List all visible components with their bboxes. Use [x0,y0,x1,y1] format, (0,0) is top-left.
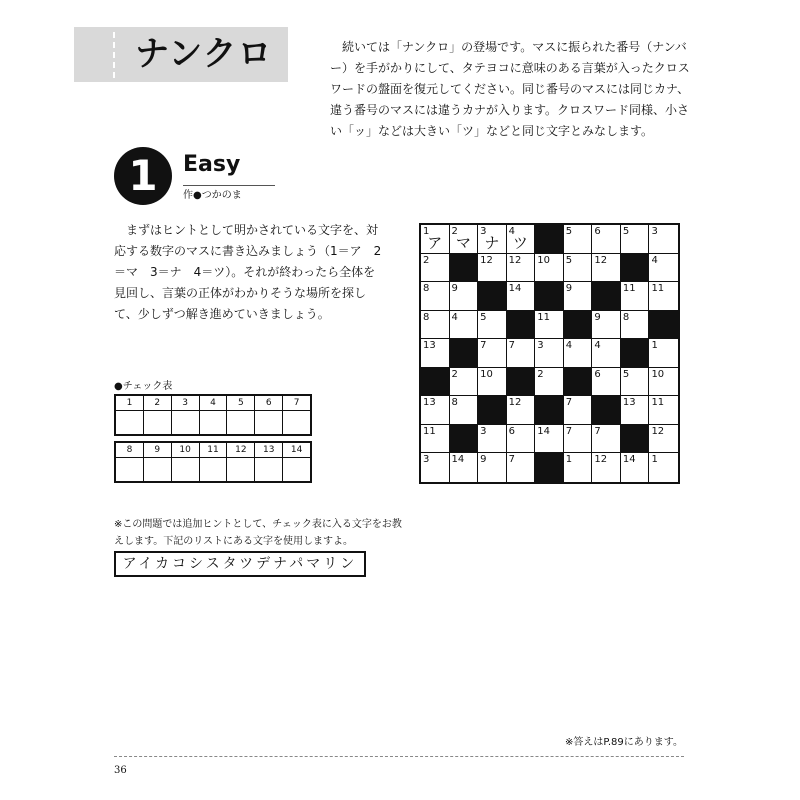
grid-cell[interactable] [592,225,621,254]
grid-cell[interactable] [507,339,536,368]
check-cell[interactable] [200,396,228,434]
cell-number: 5 [565,254,573,266]
cell-number: 7 [565,397,573,409]
cell-kana: ナ [484,233,500,252]
grid-cell[interactable] [535,311,564,340]
cell-number: 7 [480,340,487,352]
cell-number: 3 [480,226,487,237]
grid-cell[interactable] [564,453,593,482]
check-cell[interactable] [172,396,200,434]
grid-cell[interactable] [592,254,621,283]
grid-cell-black [649,311,678,340]
cell-number: 11 [651,283,665,295]
cell-number: 14 [622,454,636,466]
grid-cell[interactable] [649,425,678,454]
cell-number: 4 [565,340,573,352]
check-cell[interactable] [255,443,283,481]
check-cell-number: 2 [144,396,171,411]
cell-number: 9 [480,454,487,466]
cell-number: 14 [451,454,465,466]
cell-number: 7 [565,425,573,437]
grid-cell-black [621,339,650,368]
grid-cell[interactable] [592,368,621,397]
grid-cell[interactable] [421,311,450,340]
check-cell[interactable] [227,443,255,481]
cell-number: 4 [594,340,601,352]
author-credit: 作●つかのま [183,190,242,201]
grid-cell[interactable] [564,339,593,368]
cell-number: 12 [508,397,522,409]
cell-number: 4 [651,254,658,266]
cell-number: 11 [423,425,436,437]
grid-cell[interactable] [621,396,650,425]
grid-cell-black [507,368,536,397]
grid-cell[interactable] [564,396,593,425]
check-cell[interactable] [283,396,310,434]
cell-number: 2 [451,368,458,380]
check-cell[interactable] [172,443,200,481]
cell-number: 10 [537,254,550,266]
cell-number: 6 [594,368,601,380]
check-cell-number: 10 [172,443,199,458]
crossword-grid [419,223,680,484]
intro-text: 続いては「ナンクロ」の登場です。マスに振られた番号（ナンバー）を手がかりにして、タテヨコに意味のある言葉が入ったクロスワードの盤面を復元してください。同じ番号のマスには同じカナ、違う番号のマスには違うカナが入ります。クロスワード同様、小さい「ッ」などは大きい「ツ」などと同じ文字とみなします。 [330,40,690,138]
grid-cell[interactable] [649,453,678,482]
answer-note: ※答えはP.89にあります。 [565,737,683,748]
cell-number: 7 [508,340,516,352]
grid-cell[interactable] [649,396,678,425]
grid-cell[interactable] [421,339,450,368]
check-table-row-1 [114,394,312,436]
grid-cell[interactable] [649,282,678,311]
cell-number: 8 [423,311,430,323]
cell-number: 5 [622,226,630,237]
grid-cell[interactable] [421,453,450,482]
cell-number: 1 [651,454,658,466]
grid-cell[interactable] [478,254,507,283]
grid-cell[interactable] [649,254,678,283]
cell-number: 1 [423,226,430,237]
cell-number: 10 [480,368,493,380]
grid-cell[interactable] [621,311,650,340]
check-cell[interactable] [283,443,310,481]
check-cell[interactable] [116,443,144,481]
check-cell-number: 5 [227,396,254,411]
grid-cell[interactable] [592,425,621,454]
cell-number: 2 [537,368,544,380]
cell-number: 10 [651,368,665,380]
check-cell-number: 4 [200,396,227,411]
grid-cell-black [621,254,650,283]
check-cell[interactable] [227,396,255,434]
grid-cell[interactable] [478,425,507,454]
grid-cell[interactable] [535,339,564,368]
cell-number: 14 [537,425,550,437]
grid-cell[interactable] [478,339,507,368]
cell-number: 12 [480,254,493,266]
cell-number: 5 [565,226,573,237]
grid-cell[interactable] [649,339,678,368]
grid-cell-black [535,453,564,482]
check-cell-number: 1 [116,396,143,411]
check-cell-number: 12 [227,443,254,458]
grid-cell[interactable] [507,396,536,425]
cell-number: 2 [423,254,430,266]
grid-cell[interactable] [564,225,593,254]
cell-number: 11 [651,397,665,409]
grid-cell[interactable] [478,311,507,340]
cell-number: 14 [508,283,522,295]
grid-cell[interactable] [507,254,536,283]
grid-cell-black [478,396,507,425]
cell-number: 11 [622,283,636,295]
grid-cell[interactable] [478,368,507,397]
grid-cell[interactable] [621,368,650,397]
grid-cell[interactable] [621,282,650,311]
check-cell[interactable] [116,396,144,434]
hint-note: ※この問題では追加ヒントとして、チェック表に入る文字をお教えします。下記のリストにある文字を使用しますよ。 [114,519,402,547]
grid-cell[interactable] [478,225,507,254]
cell-number: 9 [451,283,458,295]
cell-number: 4 [508,226,516,237]
grid-cell-black [450,254,479,283]
grid-cell[interactable] [564,282,593,311]
cell-number: 7 [594,425,601,437]
grid-cell[interactable] [450,225,479,254]
grid-cell[interactable] [535,254,564,283]
grid-cell-black [507,311,536,340]
cell-number: 3 [423,454,430,466]
grid-cell[interactable] [421,396,450,425]
check-table-title: ●チェック表 [114,381,173,392]
title-divider [113,32,115,78]
grid-cell-black [535,282,564,311]
check-cell-number: 11 [200,443,227,458]
check-cell[interactable] [144,396,172,434]
page-title: ナンクロ [135,34,273,74]
cell-number: 13 [622,397,636,409]
cell-kana: ア [427,233,443,252]
cell-number: 3 [480,425,487,437]
grid-cell-black [535,396,564,425]
grid-cell[interactable] [507,225,536,254]
check-cell-number: 14 [283,443,310,458]
character-list: アイカコシスタツデナパマリン [114,551,366,577]
grid-cell-black [478,282,507,311]
cell-number: 6 [594,226,601,237]
grid-cell[interactable] [535,425,564,454]
grid-cell[interactable] [535,368,564,397]
puzzle-description: まずはヒントとして明かされている文字を、対応する数字のマスに書き込みましょう（1＝ア 2＝マ 3＝ナ 4＝ツ）。それが終わったら全体を見回し、言葉の正体がわかりそうな場所を探して、少しずつ解き進めていきましょう。 [114,223,382,321]
level-underline [183,185,275,186]
grid-cell-black [592,282,621,311]
cell-kana: ツ [512,233,528,252]
grid-cell-black [450,339,479,368]
grid-cell[interactable] [450,453,479,482]
puzzle-number-badge: 1 [114,147,172,205]
grid-cell-black [421,368,450,397]
grid-cell[interactable] [478,453,507,482]
grid-cell-black [564,311,593,340]
cell-number: 2 [451,226,458,237]
grid-cell[interactable] [450,396,479,425]
check-cell-number: 13 [255,443,282,458]
cell-number: 9 [565,283,573,295]
grid-cell[interactable] [649,225,678,254]
grid-cell-black [621,425,650,454]
grid-cell[interactable] [592,339,621,368]
grid-cell[interactable] [421,254,450,283]
cell-number: 13 [423,397,436,409]
grid-cell[interactable] [507,453,536,482]
cell-number: 8 [622,311,630,323]
check-table-row-2 [114,441,312,483]
cell-number: 7 [508,454,516,466]
grid-cell[interactable] [564,254,593,283]
cell-number: 3 [537,340,544,352]
cell-number: 1 [651,340,658,352]
check-cell-number: 3 [172,396,199,411]
check-cell-number: 7 [283,396,310,411]
grid-cell[interactable] [450,368,479,397]
grid-cell[interactable] [592,453,621,482]
cell-number: 9 [594,311,601,323]
cell-number: 8 [451,397,458,409]
cell-number: 11 [537,311,550,323]
cell-number: 1 [565,454,573,466]
cell-kana: マ [455,233,471,252]
check-cell-number: 6 [255,396,282,411]
grid-cell[interactable] [507,425,536,454]
grid-cell[interactable] [621,225,650,254]
grid-cell[interactable] [450,311,479,340]
cell-number: 4 [451,311,458,323]
check-cell-number: 8 [116,443,143,458]
grid-cell-black [535,225,564,254]
grid-cell[interactable] [592,311,621,340]
grid-cell-black [564,368,593,397]
grid-cell[interactable] [649,368,678,397]
cell-number: 5 [480,311,487,323]
cell-number: 8 [423,283,430,295]
grid-cell[interactable] [421,425,450,454]
cell-number: 12 [594,254,608,266]
grid-cell[interactable] [421,282,450,311]
cell-number: 12 [508,254,522,266]
cell-number: 12 [594,454,608,466]
grid-cell-black [450,425,479,454]
difficulty-label: Easy [183,152,241,177]
grid-cell[interactable] [450,282,479,311]
grid-cell[interactable] [621,453,650,482]
page-number: 36 [114,765,127,776]
cell-number: 5 [622,368,630,380]
footer-divider [114,756,684,757]
cell-number: 3 [651,226,658,237]
check-cell[interactable] [255,396,283,434]
cell-number: 13 [423,340,436,352]
grid-cell[interactable] [421,225,450,254]
check-cell[interactable] [144,443,172,481]
grid-cell[interactable] [507,282,536,311]
check-cell-number: 9 [144,443,171,458]
grid-cell-black [592,396,621,425]
grid-cell[interactable] [564,425,593,454]
cell-number: 6 [508,425,516,437]
cell-number: 12 [651,425,665,437]
check-cell[interactable] [200,443,228,481]
